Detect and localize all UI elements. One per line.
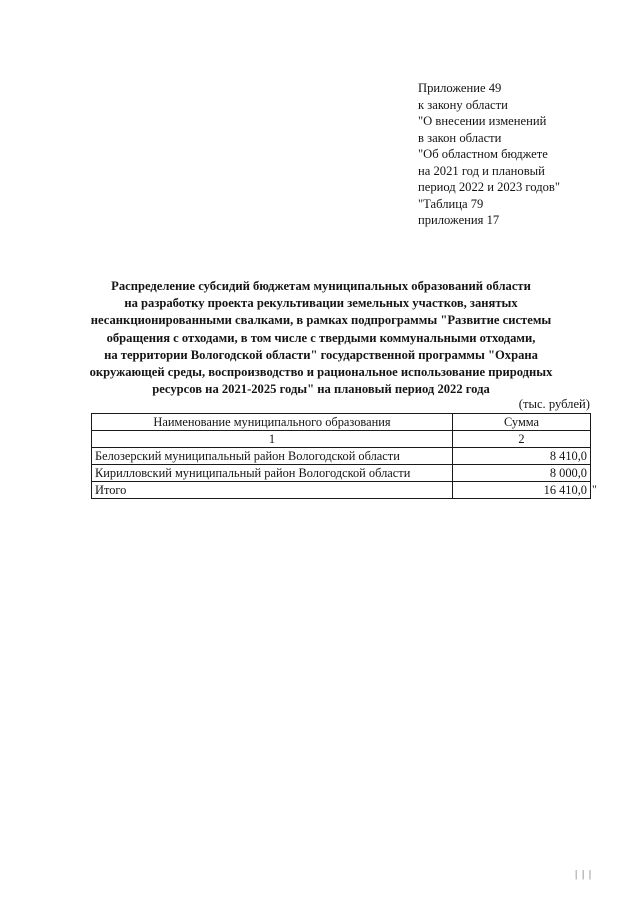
document-title	[80, 278, 562, 398]
appendix-line: приложения 17	[418, 213, 500, 227]
municipality-name: Кирилловский муниципальный район Вологодской области	[92, 465, 453, 482]
subsidy-table	[91, 413, 591, 499]
column-number-row	[92, 431, 591, 448]
table-row	[92, 448, 591, 465]
unit-label: (тыс. рублей)	[518, 397, 590, 411]
page-marks: | | |	[575, 868, 593, 880]
column-number: 2	[453, 431, 591, 448]
closing-quote: "	[592, 482, 597, 496]
title-line: Распределение субсидий бюджетам муниципальных образований области	[111, 279, 531, 293]
title-line: ресурсов на 2021-2025 годы" на плановый период 2022 года	[152, 382, 490, 397]
subsidy-amount: 8 000,0	[453, 465, 591, 482]
subsidy-amount: 8 410,0	[453, 448, 591, 465]
column-number: 1	[92, 431, 453, 448]
appendix-line: Приложение 49	[418, 81, 502, 95]
total-row	[92, 482, 591, 499]
appendix-line: на 2021 год и плановый	[418, 163, 545, 178]
appendix-reference	[418, 80, 560, 229]
appendix-line: в закон области	[418, 130, 502, 145]
table-header-row	[92, 414, 591, 431]
title-line: окружающей среды, воспроизводство и рациональное использование природных	[89, 365, 553, 380]
header-municipality: Наименование муниципального образования	[92, 414, 453, 431]
title-line: несанкционированными свалками, в рамках подпрограммы "Развитие системы	[90, 313, 552, 328]
table-row	[92, 465, 591, 482]
title-line: на разработку проекта рекультивации земельных участков, занятых	[124, 296, 518, 311]
appendix-line: период 2022 и 2023 годов"	[418, 180, 560, 194]
appendix-line: "Таблица 79	[418, 196, 484, 211]
appendix-line: "Об областном бюджете	[418, 147, 548, 161]
appendix-line: "О внесении изменений	[418, 114, 547, 128]
title-line: обращения с отходами, в том числе с твердыми коммунальными отходами,	[106, 330, 536, 345]
appendix-line: к закону области	[418, 97, 508, 112]
total-label: Итого	[92, 482, 453, 499]
municipality-name: Белозерский муниципальный район Вологодской области	[92, 448, 453, 465]
title-line: на территории Вологодской области" государственной программы "Охрана	[104, 347, 538, 362]
total-amount: 16 410,0	[453, 482, 591, 499]
header-amount: Сумма	[453, 414, 591, 431]
